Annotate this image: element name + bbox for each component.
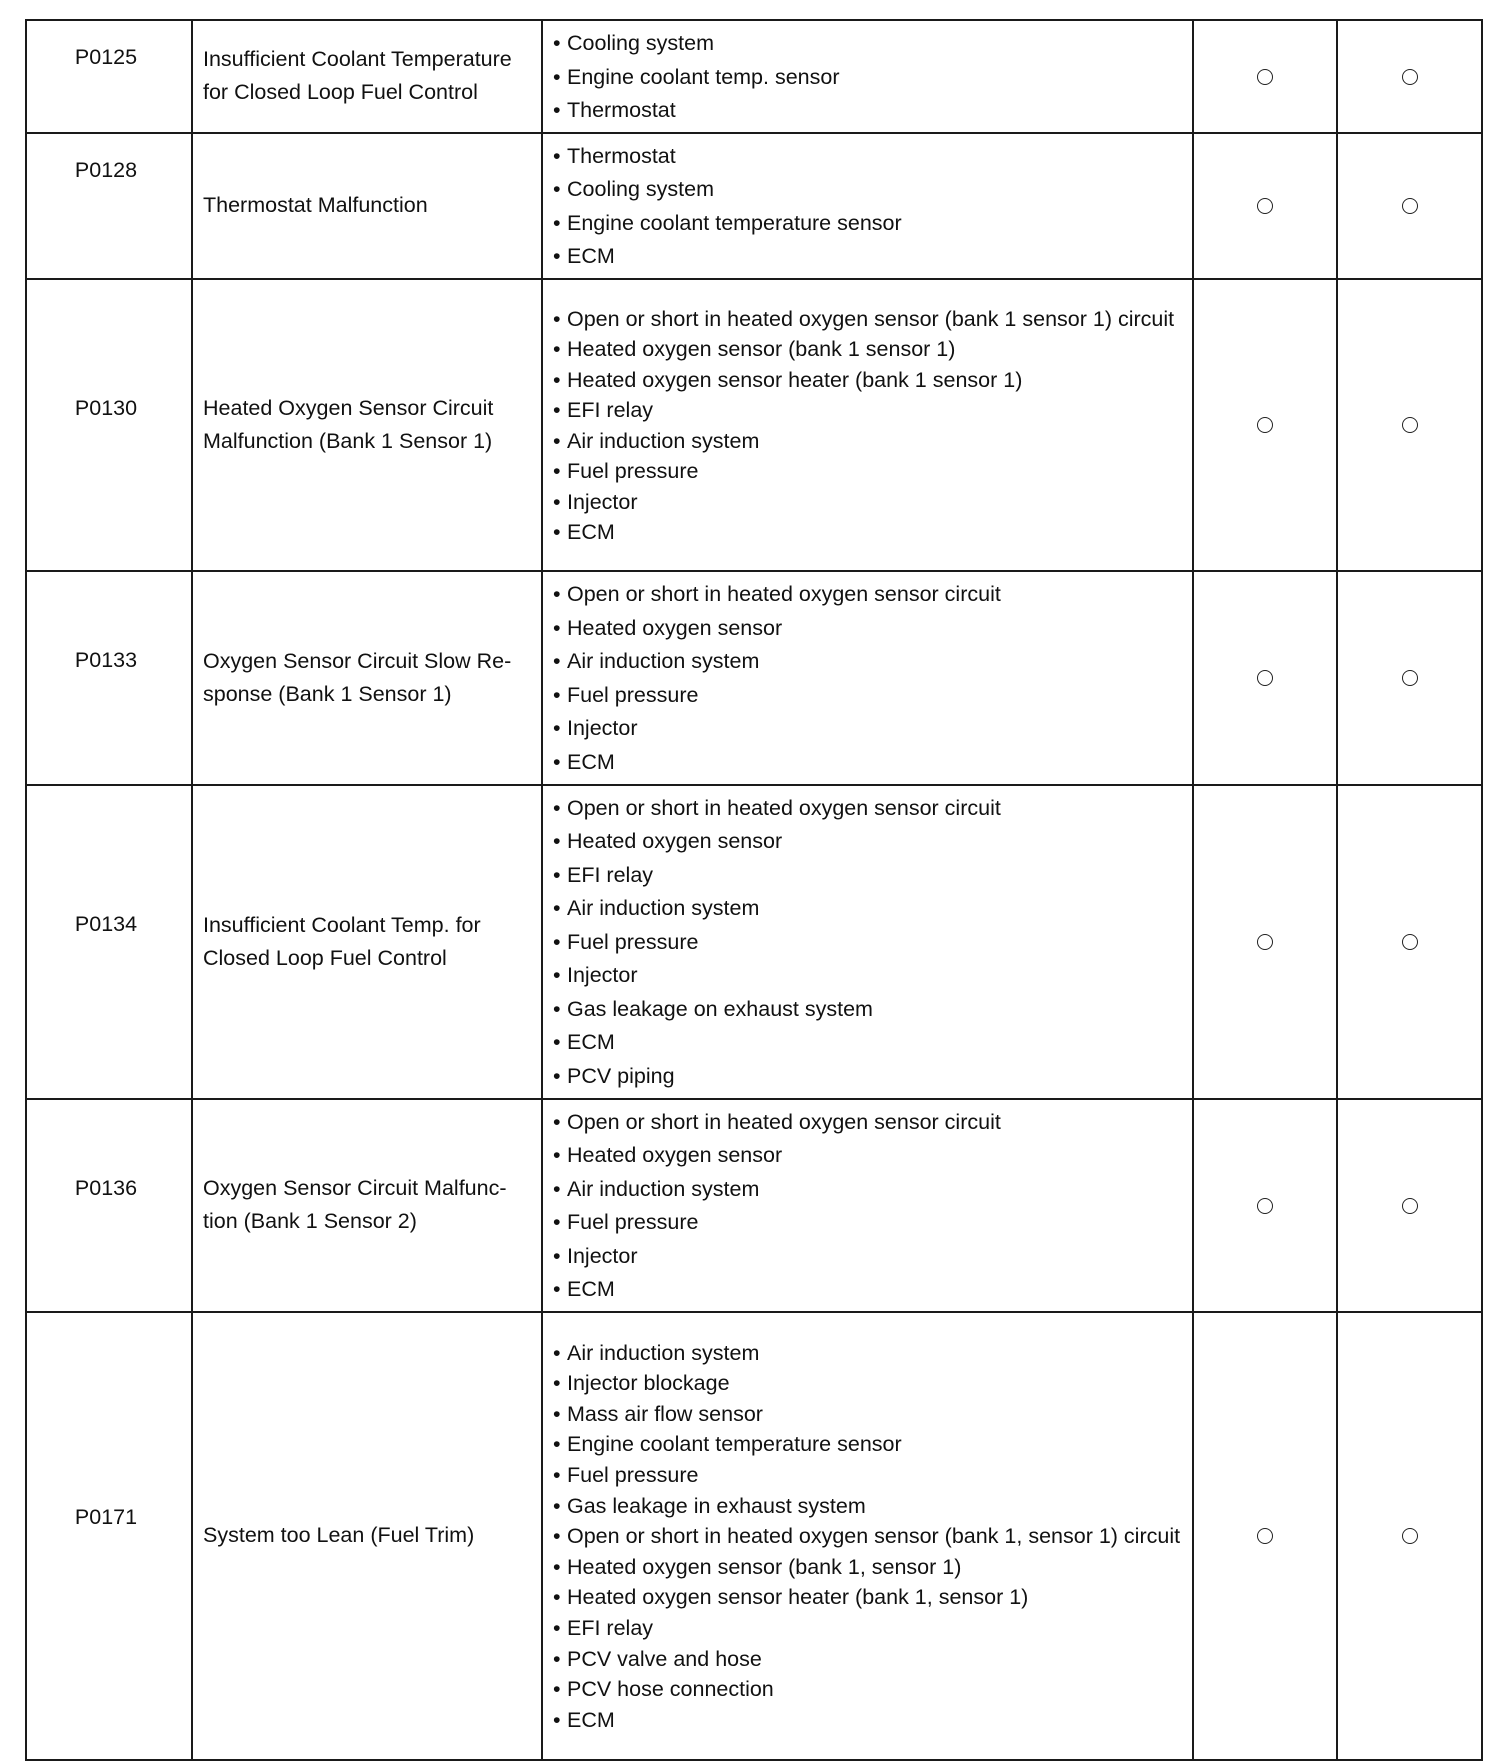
list-item: • Injector	[553, 959, 1182, 993]
table-row	[26, 1099, 1482, 1312]
list-item: • ECM	[553, 746, 1182, 780]
list-item: • Open or short in heated oxygen sensor circuit	[553, 792, 1182, 826]
trouble-area-cell	[542, 1312, 1193, 1760]
trouble-area-list	[553, 140, 1182, 274]
list-item: • Fuel pressure	[553, 679, 1182, 713]
list-item: • Air induction system	[553, 1173, 1182, 1207]
list-item: • Injector blockage	[553, 1368, 1182, 1399]
mark-cell-2	[1337, 785, 1482, 1099]
detection-item: Insufficient Coolant Temperature for Closed Loop Fuel Control	[203, 47, 512, 105]
list-item: • Injector	[553, 1240, 1182, 1274]
list-item: • ECM	[553, 1705, 1182, 1736]
dtc-code: P0171	[74, 1504, 138, 1529]
detection-item: Oxygen Sensor Circuit Malfunc-tion (Bank 1 Sensor 2)	[203, 1176, 507, 1233]
list-item: • Gas leakage on exhaust system	[553, 993, 1182, 1027]
dtc-table-container	[25, 19, 1483, 1761]
circle-icon	[1402, 670, 1418, 686]
detection-item-cell	[192, 785, 542, 1099]
circle-icon	[1257, 934, 1273, 950]
detection-item: Insufficient Coolant Temp. for Closed Loop Fuel Control	[203, 912, 481, 970]
list-item: • Heated oxygen sensor heater (bank 1 sensor 1)	[553, 365, 1182, 396]
mark-cell-1	[1193, 279, 1337, 571]
list-item: • Open or short in heated oxygen sensor (bank 1, sensor 1) circuit	[553, 1521, 1182, 1552]
dtc-code-cell	[26, 1312, 192, 1760]
mark-cell-1	[1193, 20, 1337, 133]
trouble-area-cell	[542, 279, 1193, 571]
mark-cell-1	[1193, 785, 1337, 1099]
list-item: • Heated oxygen sensor	[553, 825, 1182, 859]
list-item: • Air induction system	[553, 426, 1182, 457]
trouble-area-list	[553, 304, 1182, 548]
table-row	[26, 785, 1482, 1099]
trouble-area-list	[553, 1338, 1182, 1736]
mark-cell-2	[1337, 20, 1482, 133]
dtc-code: P0125	[74, 45, 138, 69]
trouble-area-cell	[542, 20, 1193, 133]
list-item: • Heated oxygen sensor	[553, 612, 1182, 646]
trouble-area-cell	[542, 571, 1193, 785]
list-item: • Fuel pressure	[553, 456, 1182, 487]
detection-item: System too Lean (Fuel Trim)	[203, 1523, 475, 1547]
detection-item-cell	[192, 20, 542, 133]
mark-cell-1	[1193, 133, 1337, 279]
detection-item: Heated Oxygen Sensor Circuit Malfunction (Bank 1 Sensor 1)	[203, 395, 494, 453]
list-item: • ECM	[553, 517, 1182, 548]
detection-item-cell	[192, 1099, 542, 1312]
detection-item-cell	[192, 1312, 542, 1760]
trouble-area-list	[553, 27, 1182, 128]
detection-item: Oxygen Sensor Circuit Slow Re-sponse (Bank 1 Sensor 1)	[203, 648, 512, 706]
circle-icon	[1402, 198, 1418, 214]
list-item: • Engine coolant temp. sensor	[553, 61, 1182, 95]
dtc-code: P0133	[74, 647, 138, 672]
detection-item-cell	[192, 279, 542, 571]
table-row	[26, 133, 1482, 279]
list-item: • Injector	[553, 487, 1182, 518]
circle-icon	[1257, 1198, 1273, 1214]
circle-icon	[1257, 417, 1273, 433]
trouble-area-list	[553, 792, 1182, 1094]
list-item: • Engine coolant temperature sensor	[553, 207, 1182, 241]
table-row	[26, 571, 1482, 785]
circle-icon	[1402, 417, 1418, 433]
list-item: • Injector	[553, 712, 1182, 746]
circle-icon	[1402, 934, 1418, 950]
dtc-code-cell	[26, 785, 192, 1099]
list-item: • Open or short in heated oxygen sensor circuit	[553, 1106, 1182, 1140]
list-item: • ECM	[553, 240, 1182, 274]
circle-icon	[1402, 69, 1418, 85]
mark-cell-2	[1337, 133, 1482, 279]
list-item: • Heated oxygen sensor (bank 1 sensor 1)	[553, 334, 1182, 365]
list-item: • Thermostat	[553, 140, 1182, 174]
circle-icon	[1257, 69, 1273, 85]
circle-icon	[1402, 1198, 1418, 1214]
trouble-area-list	[553, 1106, 1182, 1307]
list-item: • Heated oxygen sensor	[553, 1139, 1182, 1173]
detection-item-cell	[192, 133, 542, 279]
list-item: • Gas leakage in exhaust system	[553, 1491, 1182, 1522]
trouble-area-cell	[542, 133, 1193, 279]
circle-icon	[1257, 1528, 1273, 1544]
list-item: • Mass air flow sensor	[553, 1399, 1182, 1430]
list-item: • EFI relay	[553, 1613, 1182, 1644]
list-item: • PCV piping	[553, 1060, 1182, 1094]
list-item: • EFI relay	[553, 395, 1182, 426]
dtc-code-cell	[26, 279, 192, 571]
dtc-code-cell	[26, 133, 192, 279]
list-item: • Fuel pressure	[553, 926, 1182, 960]
list-item: • Air induction system	[553, 1338, 1182, 1369]
dtc-code-cell	[26, 20, 192, 133]
list-item: • Open or short in heated oxygen sensor (bank 1 sensor 1) circuit	[553, 304, 1182, 335]
list-item: • Heated oxygen sensor (bank 1, sensor 1)	[553, 1552, 1182, 1583]
mark-cell-2	[1337, 279, 1482, 571]
list-item: • Open or short in heated oxygen sensor circuit	[553, 578, 1182, 612]
list-item: • ECM	[553, 1026, 1182, 1060]
list-item: • ECM	[553, 1273, 1182, 1307]
trouble-area-cell	[542, 785, 1193, 1099]
list-item: • EFI relay	[553, 859, 1182, 893]
circle-icon	[1402, 1528, 1418, 1544]
list-item: • Cooling system	[553, 173, 1182, 207]
list-item: • Engine coolant temperature sensor	[553, 1429, 1182, 1460]
list-item: • Air induction system	[553, 645, 1182, 679]
list-item: • Thermostat	[553, 94, 1182, 128]
dtc-code-cell	[26, 571, 192, 785]
table-row	[26, 279, 1482, 571]
mark-cell-1	[1193, 1312, 1337, 1760]
detection-item: Thermostat Malfunction	[203, 193, 428, 217]
dtc-code: P0134	[74, 911, 138, 936]
mark-cell-2	[1337, 1312, 1482, 1760]
table-row	[26, 20, 1482, 133]
detection-item-cell	[192, 571, 542, 785]
dtc-code: P0136	[74, 1175, 138, 1200]
list-item: • Heated oxygen sensor heater (bank 1, sensor 1)	[553, 1582, 1182, 1613]
table-row	[26, 1312, 1482, 1760]
mark-cell-1	[1193, 571, 1337, 785]
list-item: • Fuel pressure	[553, 1206, 1182, 1240]
dtc-code: P0128	[74, 157, 138, 182]
mark-cell-1	[1193, 1099, 1337, 1312]
circle-icon	[1257, 670, 1273, 686]
mark-cell-2	[1337, 1099, 1482, 1312]
trouble-area-list	[553, 578, 1182, 779]
list-item: • Air induction system	[553, 892, 1182, 926]
list-item: • Fuel pressure	[553, 1460, 1182, 1491]
mark-cell-2	[1337, 571, 1482, 785]
trouble-area-cell	[542, 1099, 1193, 1312]
list-item: • PCV valve and hose	[553, 1644, 1182, 1675]
dtc-code-cell	[26, 1099, 192, 1312]
list-item: • Cooling system	[553, 27, 1182, 61]
circle-icon	[1257, 198, 1273, 214]
list-item: • PCV hose connection	[553, 1674, 1182, 1705]
dtc-table	[25, 19, 1483, 1761]
dtc-code: P0130	[74, 395, 138, 420]
